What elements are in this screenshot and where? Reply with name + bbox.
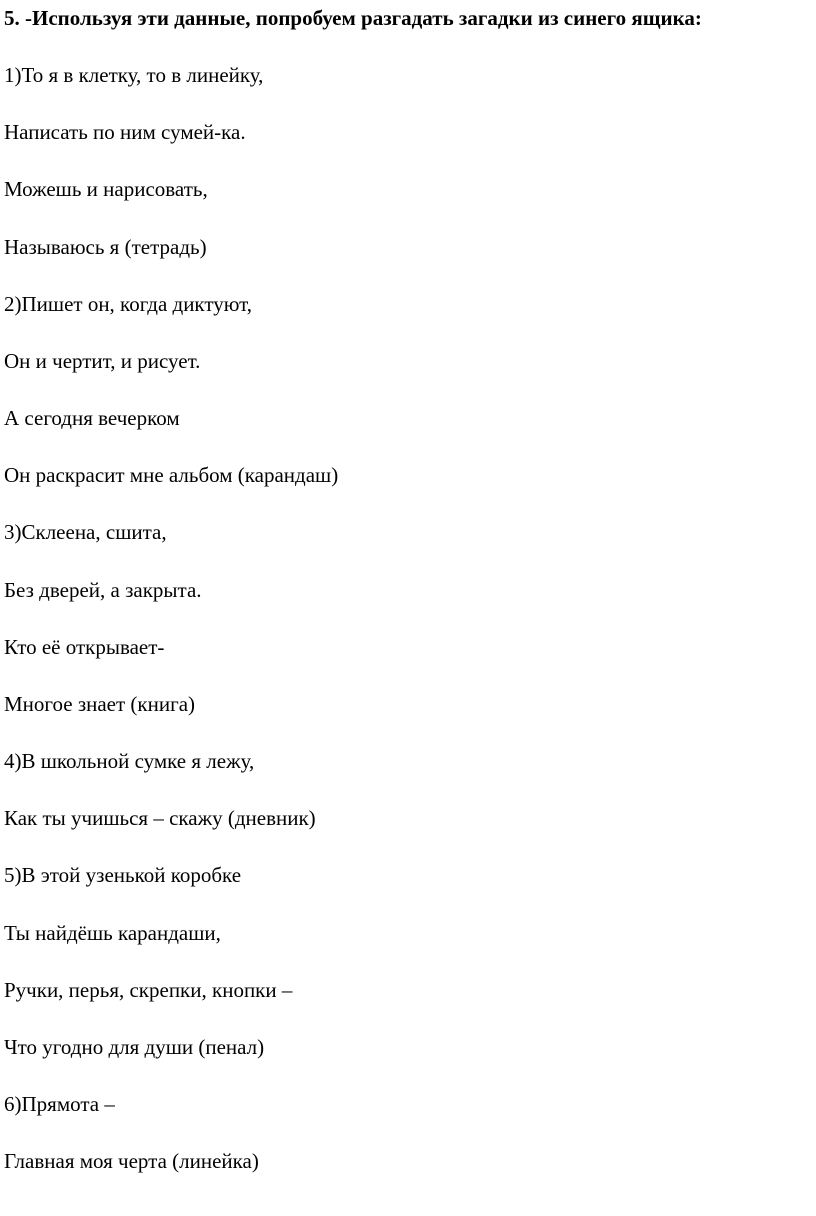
- text-line: Он и чертит, и рисует.: [4, 348, 201, 373]
- text-line: Ты найдёшь карандаши,: [4, 920, 221, 945]
- text-line: Кто её открывает-: [4, 634, 165, 659]
- text-line: 1)То я в клетку, то в линейку,: [4, 63, 264, 87]
- text-line: Что угодно для души (пенал): [4, 1034, 265, 1059]
- text-line: Без дверей, а закрыта.: [4, 577, 202, 602]
- text-line: Он раскрасит мне альбом (карандаш): [4, 463, 339, 488]
- text-line: 3)Склеена, сшита,: [4, 520, 167, 545]
- text-line: 6)Прямота –: [4, 1092, 115, 1117]
- text-line: 4)В школьной сумке я лежу,: [4, 749, 255, 774]
- text-line: Ручки, перья, скрепки, кнопки –: [4, 977, 293, 1002]
- text-line: Как ты учишься – скажу (дневник): [4, 806, 316, 831]
- text-line: Можешь и нарисовать,: [4, 177, 208, 202]
- text-line: 2)Пишет он, когда диктуют,: [4, 291, 253, 316]
- text-line: Написать по ним сумей-ка.: [4, 120, 246, 145]
- text-line: Называюсь я (тетрадь): [4, 234, 207, 259]
- riddles-text: [4, 61, 338, 1204]
- task-heading: 5. -Используя эти данные, попробуем разгадать загадки из синего ящика:: [4, 6, 702, 30]
- text-line: 5)В этой узенькой коробке: [4, 863, 242, 888]
- text-line: Многое знает (книга): [4, 691, 196, 716]
- text-line: Главная моя черта (линейка): [4, 1149, 259, 1174]
- text-line: А сегодня вечерком: [4, 406, 180, 431]
